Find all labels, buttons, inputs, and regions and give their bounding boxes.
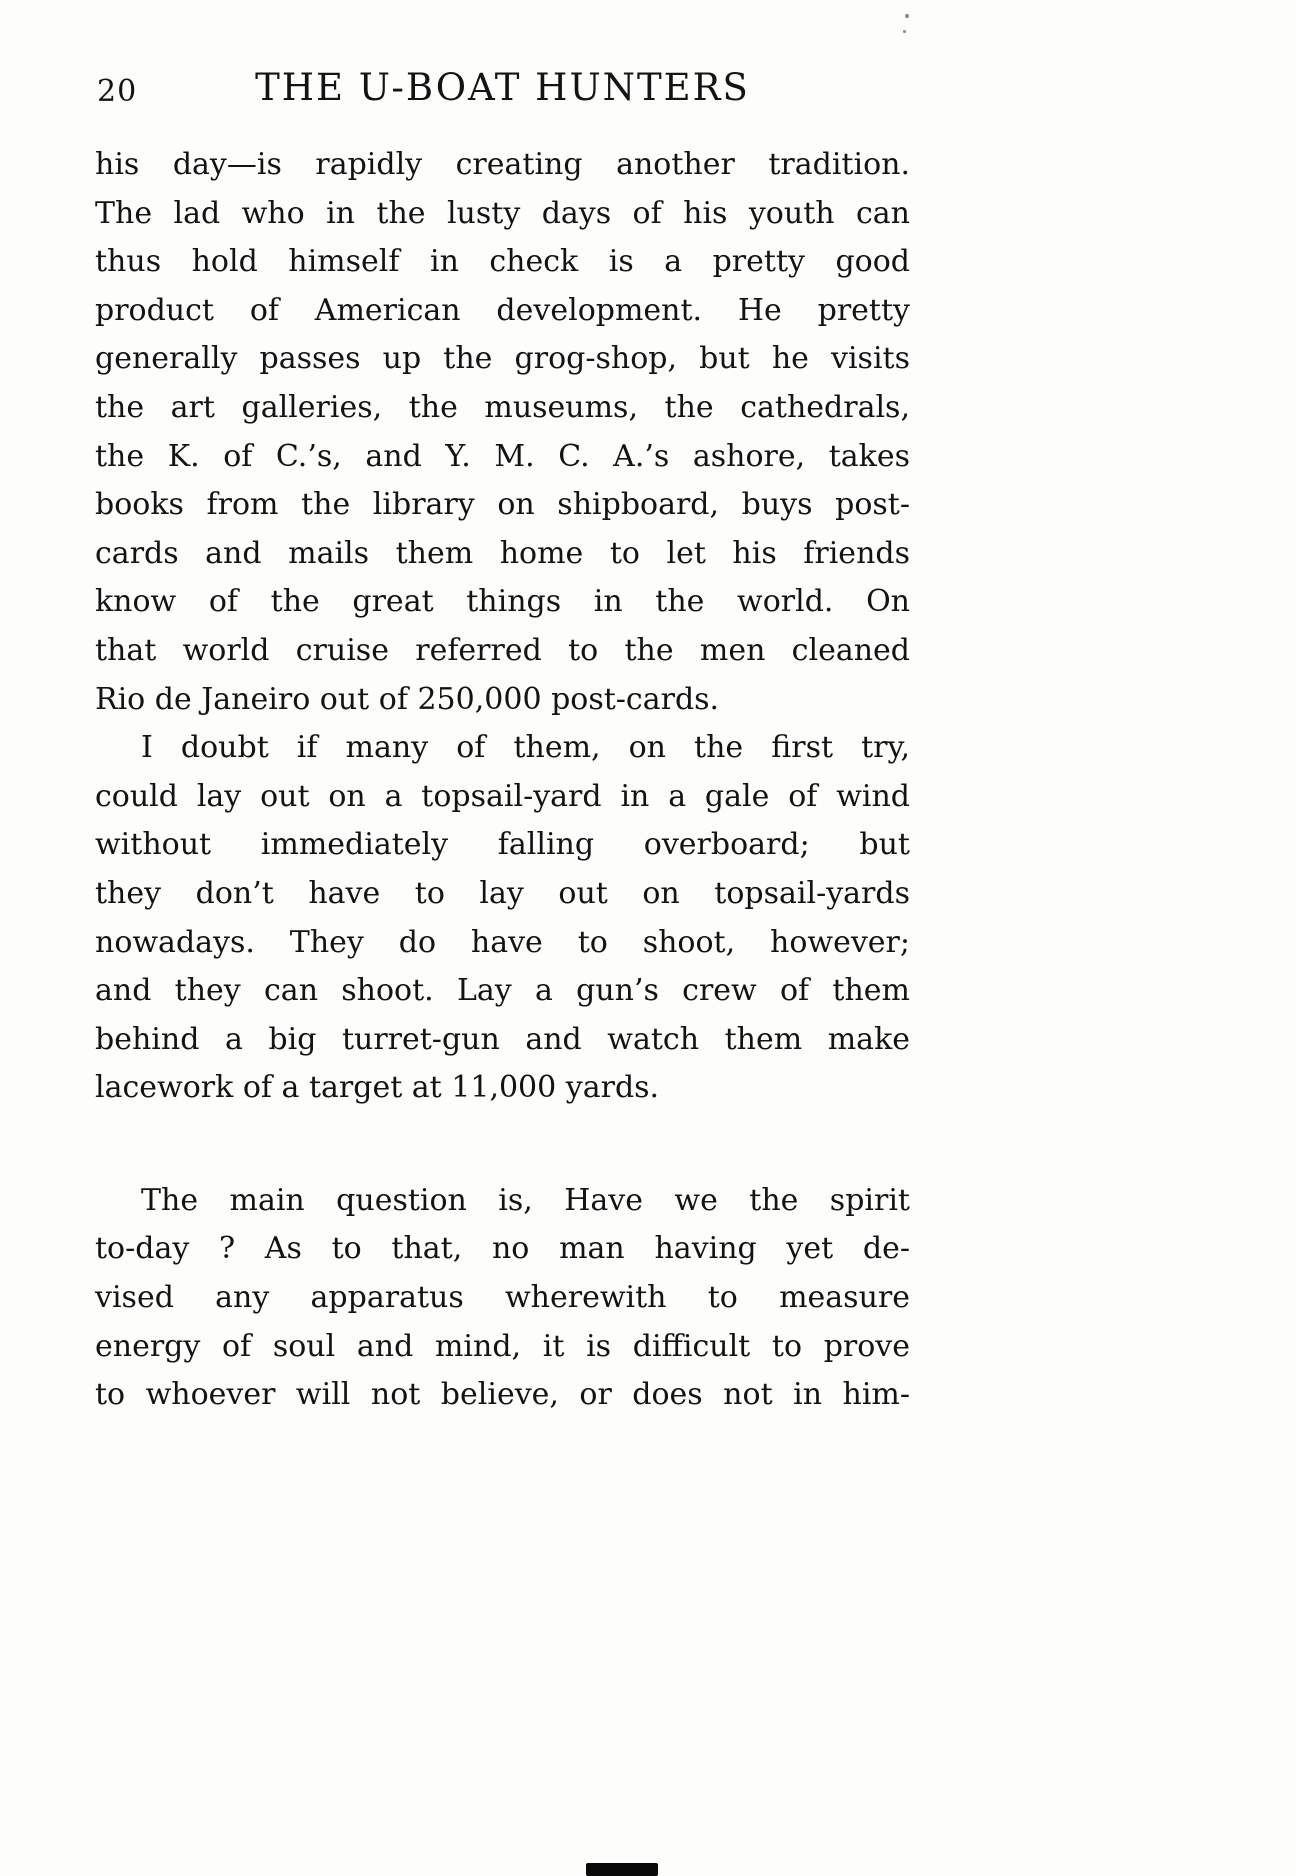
text-line: Rio de Janeiro out of 250,000 post-cards. (95, 681, 720, 717)
text-line: and they can shoot. Lay a gun’s crew of them (95, 973, 910, 1009)
page-number: 20 (97, 74, 138, 109)
text-line: the K. of C.’s, and Y. M. C. A.’s ashore, takes (95, 438, 910, 474)
scan-artifact (586, 1863, 658, 1876)
page-header (95, 66, 910, 116)
text-line: behind a big turret-gun and watch them make (95, 1021, 910, 1057)
text-line: books from the library on shipboard, buys post- (95, 487, 910, 523)
text-line: cards and mails them home to let his friends (95, 535, 910, 571)
text-line: that world cruise referred to the men cleaned (95, 632, 910, 668)
text-line: without immediately falling overboard; but (95, 827, 910, 863)
text-line: his day—is rapidly creating another tradition. (95, 147, 910, 182)
paragraph (95, 141, 910, 724)
text-line: generally passes up the grog-shop, but he visits (95, 341, 910, 377)
paragraph (95, 1177, 910, 1420)
text-line: know of the great things in the world. On (95, 584, 910, 620)
paragraph (95, 724, 910, 1113)
text-line: energy of soul and mind, it is difficult to prove (95, 1328, 910, 1364)
text-line: could lay out on a topsail-yard in a gale of wind (95, 778, 910, 814)
running-title: THE U-BOAT HUNTERS (255, 66, 750, 109)
body-text (95, 141, 910, 1420)
text-line: nowadays. They do have to shoot, however; (95, 924, 910, 960)
text-line: to-day ? As to that, no man having yet de- (95, 1231, 910, 1267)
scan-speck (905, 14, 909, 18)
text-line: to whoever will not believe, or does not in him- (95, 1377, 910, 1413)
text-line: I doubt if many of them, on the first try, (141, 730, 910, 766)
text-line: The lad who in the lusty days of his youth can (95, 195, 910, 231)
text-line: product of American development. He pretty (95, 292, 910, 328)
text-line: lacework of a target at 11,000 yards. (95, 1070, 660, 1106)
text-line: thus hold himself in check is a pretty good (95, 244, 910, 280)
text-line: The main question is, Have we the spirit (141, 1182, 910, 1218)
text-line: the art galleries, the museums, the cathedrals, (95, 389, 910, 425)
text-line: they don’t have to lay out on topsail-yards (95, 875, 910, 911)
scan-speck (903, 30, 906, 33)
text-line: vised any apparatus wherewith to measure (95, 1280, 910, 1316)
